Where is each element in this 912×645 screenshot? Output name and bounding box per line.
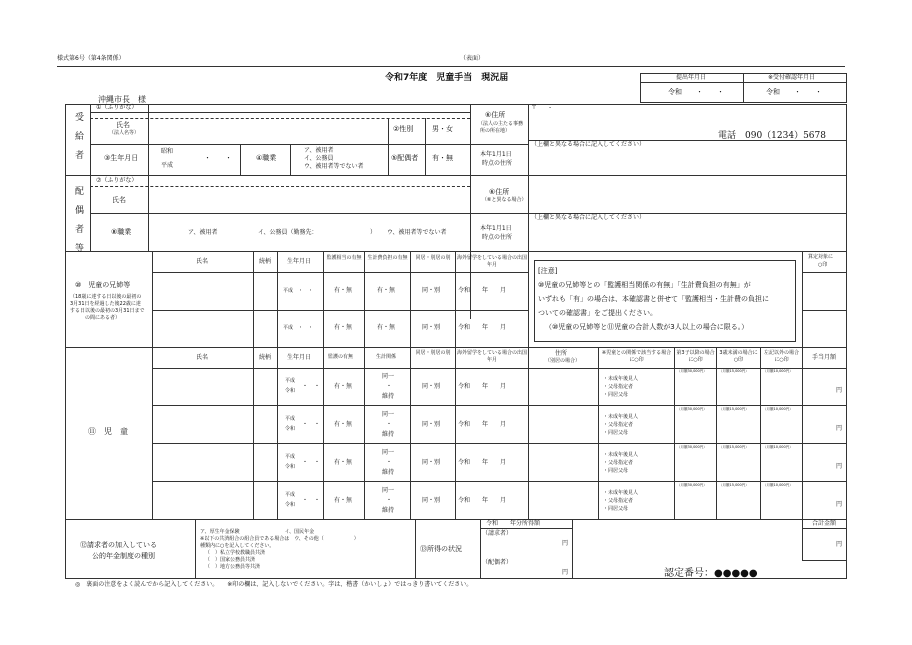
- applicant-jan1-address-input[interactable]: [530, 150, 845, 172]
- footer-note: ◎ 裏面の注意をよく読んでから記入してください。 ※印の欄は、記入しないでください。字は、楷書（かいしょ）ではっきり書いてください。: [75, 581, 473, 588]
- income-claimant-label: （請求者）: [482, 530, 513, 537]
- side-label: （表面）: [460, 55, 485, 62]
- child-col-dob: 生年月日: [287, 354, 312, 361]
- spouse-job-option-c[interactable]: ウ、被用者等でない者: [387, 229, 447, 236]
- child-seikei-3[interactable]: 維持: [382, 469, 395, 476]
- child-ryugaku[interactable]: 令和 年 月: [458, 497, 507, 504]
- receipt-date-field: 令和 ・ ・: [766, 88, 822, 96]
- siblings-note-4: の間にある者）: [85, 315, 121, 321]
- child-dokyo[interactable]: 同・別: [422, 497, 441, 504]
- child-yen: 円: [836, 425, 843, 432]
- child-seikei-2: ・: [386, 421, 393, 428]
- child-era-reiwa[interactable]: 令和: [285, 426, 296, 432]
- gender-options[interactable]: 男・女: [432, 125, 453, 133]
- gender-label: ②性別: [393, 125, 414, 133]
- sib-col-kango: 監護相当の有無: [326, 255, 362, 261]
- child-amt-1: （月額30,000円）: [677, 369, 707, 374]
- child-seikei-2: ・: [386, 383, 393, 390]
- child-amt-1: （月額30,000円）: [677, 445, 707, 450]
- child-rel-3[interactable]: ・同居父母: [603, 506, 629, 512]
- sib-col-seikei: 生計費負担の有無: [367, 255, 408, 261]
- child-amt-3: （月額10,000円）: [763, 407, 793, 412]
- child-rel-1[interactable]: ・未成年後見人: [603, 376, 639, 382]
- child-seikei-3[interactable]: 維持: [382, 507, 395, 514]
- spouse-job-label: ⑧職業: [111, 228, 132, 236]
- pension-label-1: ⑫請求者の加入している: [80, 541, 157, 549]
- spouse-jan1-address-input[interactable]: [530, 223, 845, 249]
- spouse-address-note: （⑥と異なる場合）: [482, 197, 527, 203]
- job-option-a[interactable]: ア、被用者: [304, 147, 334, 154]
- cert-number: 認定番号：●●●●●: [664, 568, 758, 579]
- spouse-address-label: ⑥住所: [489, 188, 510, 196]
- child-kango[interactable]: 有・無: [334, 459, 353, 466]
- siblings-section-label: ⑩ 児童の兄姉等: [75, 281, 131, 289]
- child-col-under3: 3歳未満の場合に○印: [719, 350, 758, 363]
- pension-line-3: 種類内に○を記入してください。: [200, 543, 275, 549]
- spouse-address-input[interactable]: [530, 178, 845, 211]
- addressee: 沖縄市長 様: [98, 95, 146, 104]
- pension-label-2: 公的年金制度の種別: [92, 552, 155, 560]
- child-dob[interactable]: ・ ・: [302, 459, 321, 466]
- total-yen: 円: [836, 541, 843, 548]
- spouse-jan1-label-1: 本年1月1日: [480, 225, 512, 232]
- child-col-seikei: 生計関係: [376, 354, 397, 360]
- child-yen: 円: [836, 463, 843, 470]
- income-label: ⑬所得の状況: [420, 545, 462, 553]
- child-col-ryugaku: 海外留学をしている場合の出国年月: [457, 350, 528, 363]
- notice-line-4: （⑩児童の兄姉等と⑪児童の合計人数が3人以上の場合に限る。）: [545, 323, 749, 331]
- child-amt-2: （月額15,000円）: [719, 483, 749, 488]
- address-label: ⑥住所: [485, 111, 506, 119]
- child-col-monthly: 手当月額: [812, 354, 837, 361]
- address-note-1: （法人の主たる事務: [478, 121, 524, 127]
- sib-kango[interactable]: 有・無: [334, 287, 353, 294]
- applicant-name-note: （法人名等）: [109, 130, 140, 136]
- receipt-date-label: ※受付確認年月日: [768, 74, 816, 81]
- dob-label: ③生年月日: [104, 154, 139, 162]
- judge-label-1: 算定対象に: [808, 254, 834, 260]
- child-rel-1[interactable]: ・未成年後見人: [603, 414, 639, 420]
- child-seikei-1[interactable]: 同一: [382, 487, 395, 494]
- dob-field[interactable]: ・ ・: [204, 154, 232, 162]
- child-col-address-note: （別居の場合）: [545, 358, 581, 364]
- job-option-b[interactable]: イ、公務員: [304, 155, 334, 162]
- child-col-dokyo: 同居・別居の別: [415, 350, 451, 356]
- child-col-other: 左記以外の場合に○印: [763, 350, 799, 363]
- child-rel-1[interactable]: ・未成年後見人: [603, 452, 639, 458]
- phone-number[interactable]: 電話 090（1234）5678: [718, 131, 826, 141]
- spouse-section-label: 配偶者等: [73, 186, 83, 262]
- child-col-third: 第3子以降の場合に○印: [676, 350, 715, 363]
- child-era-reiwa[interactable]: 令和: [285, 502, 296, 508]
- child-rel-2[interactable]: ・父母指定者: [603, 460, 634, 466]
- child-amt-1: （月額30,000円）: [677, 483, 707, 488]
- child-era-heisei[interactable]: 平成: [285, 492, 296, 498]
- child-dokyo[interactable]: 同・別: [422, 459, 441, 466]
- submit-date-label: 提出年月日: [676, 74, 707, 81]
- income-year[interactable]: 令和 年分所得額: [486, 520, 541, 527]
- child-ryugaku[interactable]: 令和 年 月: [458, 459, 507, 466]
- applicant-name-label: 氏名: [116, 121, 130, 129]
- child-amt-2: （月額15,000円）: [719, 445, 749, 450]
- judge-cell[interactable]: [803, 273, 846, 309]
- spouse-diff-note: （上欄と異なる場合に記入してください）: [531, 214, 646, 221]
- child-rel-3[interactable]: ・同居父母: [603, 430, 629, 436]
- notice-line-3: ついての確認書」をご提出ください。: [538, 309, 657, 317]
- total-label: 合計金額: [812, 520, 837, 527]
- sib-ryugaku[interactable]: 令和 年 月: [458, 324, 507, 331]
- child-kango[interactable]: 有・無: [334, 497, 353, 504]
- sib-col-name: 氏名: [196, 258, 209, 265]
- sib-dob[interactable]: 平成 ・ ・: [283, 288, 314, 294]
- judge-cell[interactable]: [803, 311, 846, 346]
- child-seikei-3[interactable]: 維持: [382, 431, 395, 438]
- applicant-name-input[interactable]: [150, 120, 386, 142]
- era-showa[interactable]: 昭和: [161, 148, 174, 155]
- spouse-job-option-a[interactable]: ア、被用者: [188, 229, 218, 236]
- income-spouse-label: （配偶者）: [482, 559, 513, 566]
- child-rel-3[interactable]: ・同居父母: [603, 468, 629, 474]
- sib-col-ryugaku: 海外留学をしている場合の出国年月: [457, 255, 528, 268]
- notice-line-1: ⑩児童の兄姉等との「監護相当関係の有無」「生計費負担の有無」が: [538, 281, 751, 289]
- sib-dokyo[interactable]: 同・別: [422, 324, 441, 331]
- income-claimant-yen: 円: [562, 540, 569, 547]
- children-section-label: ⑪ 児 童: [88, 427, 128, 436]
- sib-seikei[interactable]: 有・無: [377, 324, 396, 331]
- pension-line-1[interactable]: ア、厚生年金保険 イ、国民年金: [200, 529, 315, 535]
- job-option-c[interactable]: ウ、被用者等でない者: [304, 163, 364, 170]
- child-dob[interactable]: ・ ・: [302, 421, 321, 428]
- jan1-label-2: 時点の住所: [482, 160, 513, 167]
- child-seikei-1[interactable]: 同一: [382, 449, 395, 456]
- child-amt-3: （月額10,000円）: [763, 445, 793, 450]
- child-rel-2[interactable]: ・父母指定者: [603, 498, 634, 504]
- notice-line-2: いずれも「有」の場合は、本確認書と併せて「監護相当・生計費の負担に: [538, 295, 769, 303]
- applicant-diff-note: （上欄と異なる場合に記入してください）: [531, 141, 646, 148]
- child-dob[interactable]: ・ ・: [302, 497, 321, 504]
- spouse-furigana-label: ⑦（ふりがな）: [96, 177, 138, 184]
- child-yen: 円: [836, 501, 843, 508]
- child-seikei-1[interactable]: 同一: [382, 411, 395, 418]
- child-amt-3: （月額10,000円）: [763, 369, 793, 374]
- era-heisei[interactable]: 平成: [161, 162, 174, 169]
- pension-line-2[interactable]: ※以下の共済組合の組合員である場合は ウ、その他（ ）: [200, 536, 359, 542]
- spouse-job-close: ）: [370, 229, 377, 236]
- child-amt-3: （月額10,000円）: [763, 483, 793, 488]
- sib-ryugaku[interactable]: 令和 年 月: [458, 287, 507, 294]
- child-col-relationship: ※児童との関係で該当する場合に○印: [601, 350, 672, 363]
- spouse-name-label: 氏名: [112, 196, 126, 204]
- header-rule: [57, 66, 845, 67]
- jan1-label-1: 本年1月1日: [480, 151, 512, 158]
- child-dokyo[interactable]: 同・別: [422, 383, 441, 390]
- applicant-furigana-label: ①（ふりがな）: [96, 104, 138, 111]
- child-seikei-1[interactable]: 同一: [382, 373, 395, 380]
- sib-kango[interactable]: 有・無: [334, 324, 353, 331]
- sib-seikei[interactable]: 有・無: [377, 287, 396, 294]
- applicant-section-label: 受給者: [73, 112, 83, 169]
- child-ryugaku[interactable]: 令和 年 月: [458, 421, 507, 428]
- notice-title: [注意]: [538, 267, 558, 275]
- child-dob[interactable]: ・ ・: [302, 383, 321, 390]
- child-yen: 円: [836, 387, 843, 394]
- child-kango[interactable]: 有・無: [334, 421, 353, 428]
- child-col-address: 住所: [555, 350, 568, 357]
- child-rel-3[interactable]: ・同居父母: [603, 392, 629, 398]
- spouse-jan1-label-2: 時点の住所: [482, 234, 513, 241]
- spouse-options[interactable]: 有・無: [432, 154, 453, 162]
- job-label: ④職業: [256, 154, 277, 162]
- pension-line-4[interactable]: （ ）私立学校教職員共済: [205, 550, 266, 556]
- page-title: 令和7年度 児童手当 現況届: [385, 73, 509, 83]
- child-era-heisei[interactable]: 平成: [285, 416, 296, 422]
- child-dokyo[interactable]: 同・別: [422, 421, 441, 428]
- sib-dokyo[interactable]: 同・別: [422, 287, 441, 294]
- child-amt-2: （月額15,000円）: [719, 407, 749, 412]
- sib-dob[interactable]: 平成 ・ ・: [283, 325, 314, 331]
- sib-col-relation: 続柄: [259, 258, 272, 265]
- spouse-name-input[interactable]: [150, 188, 468, 211]
- siblings-note-2: 3月31日を経過した後22歳に達: [70, 301, 141, 307]
- child-amt-2: （月額15,000円）: [719, 369, 749, 374]
- judge-label-2: ○印: [818, 262, 828, 268]
- child-ryugaku[interactable]: 令和 年 月: [458, 383, 507, 390]
- child-seikei-2: ・: [386, 459, 393, 466]
- child-rel-1[interactable]: ・未成年後見人: [603, 490, 639, 496]
- pension-line-6[interactable]: （ ）地方公務員等共済: [205, 564, 261, 570]
- spouse-job-option-b[interactable]: イ、公務員（勤務先：: [258, 229, 318, 236]
- child-rel-2[interactable]: ・父母指定者: [603, 384, 634, 390]
- child-era-heisei[interactable]: 平成: [285, 454, 296, 460]
- sib-col-dob: 生年月日: [287, 258, 312, 265]
- spouse-label: ⑤配偶者: [391, 154, 419, 162]
- child-era-heisei[interactable]: 平成: [285, 378, 296, 384]
- address-note-2: 所の所在地）: [480, 128, 511, 134]
- siblings-note-3: する日以後の最初の3月31日まで: [70, 308, 145, 314]
- child-kango[interactable]: 有・無: [334, 383, 353, 390]
- income-spouse-yen: 円: [562, 569, 569, 576]
- sib-col-dokyo: 同居・別居の別: [415, 255, 451, 261]
- child-seikei-2: ・: [386, 497, 393, 504]
- child-seikei-3[interactable]: 維持: [382, 393, 395, 400]
- siblings-note-1: （18歳に達する日以後の最初の: [70, 294, 142, 300]
- child-era-reiwa[interactable]: 令和: [285, 464, 296, 470]
- child-rel-2[interactable]: ・父母指定者: [603, 422, 634, 428]
- postal-code[interactable]: 〒 ‐: [531, 104, 552, 111]
- pension-line-5[interactable]: （ ）国家公務員共済: [205, 557, 256, 563]
- child-col-kango: 監護の有無: [328, 354, 354, 360]
- child-era-reiwa[interactable]: 令和: [285, 388, 296, 394]
- form-number: 様式第6号（第4条関係）: [57, 55, 125, 62]
- child-col-name: 氏名: [196, 354, 209, 361]
- submit-date-field[interactable]: 令和 ・ ・: [668, 88, 724, 96]
- child-col-relation: 続柄: [259, 354, 272, 361]
- child-amt-1: （月額30,000円）: [677, 407, 707, 412]
